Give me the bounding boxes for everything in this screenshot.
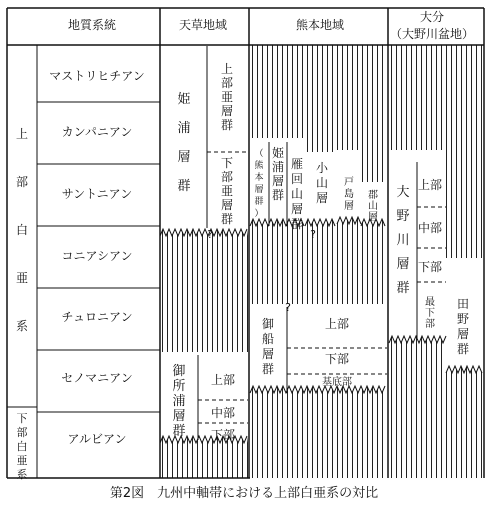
kumamoto-group-note-label-char: （ [254,149,264,159]
header-geology: 地質系統 [67,18,117,32]
goshoura-lower-label: 下部 [210,428,236,442]
kumiyama-label-char: 山 [368,201,378,212]
tojima-label-char: 島 [344,189,354,200]
stage-maastrichtian: マストリヒチアン [49,69,145,83]
question-mark-kumamoto-lower: ? [285,301,291,314]
tojima-label-char: 層 [344,201,354,212]
goshoura-group-label [172,364,185,439]
koyama-label [316,161,329,205]
tano-group-label-char: 層 [456,327,470,341]
gankaizan-label [291,157,303,231]
system-upper-label-char: 系 [15,319,29,333]
mifune-lower-label: 下部 [324,352,350,366]
onogawa-group-label-char: 大 [396,185,410,200]
mifune-group-label-char: 船 [261,332,275,346]
system-lower-label-char: 亜 [16,454,28,467]
kumamoto-group-note-label-char: ） [254,209,264,219]
himeura-lower-subgroup-label-char: 群 [220,212,234,226]
koyama-label-char: 山 [315,176,329,190]
oita-lowest-label-char: 最 [425,297,435,308]
amakusa-himeura-label-char: 群 [177,179,191,194]
tano-group-label-char: 群 [456,342,470,356]
onogawa-group-label-char: 川 [396,233,410,248]
tojima-label [344,176,354,212]
mifune-group-label-char: 御 [261,317,275,331]
goshoura-group-label-char: 所 [172,379,186,394]
stage-santonian: サントニアン [61,187,133,201]
himeura-lower-subgroup-label-char: 亜 [220,184,234,198]
kumamoto-hatch [253,45,383,478]
tano-group-label-char: 田 [456,297,470,311]
tojima-label-char: 戸 [344,177,354,188]
gankaizan-label-char: 回 [290,172,304,186]
kumiyama-label [368,189,378,223]
system-upper-label-char: 白 [15,223,29,237]
oita-lowest-label [425,296,435,330]
himeura-upper-subgroup-label-char: 部 [220,76,234,90]
oita-upper-label: 上部 [417,178,443,192]
goshoura-group-label-char: 群 [172,424,186,439]
himeura-upper-subgroup-label-char: 亜 [220,90,234,104]
system-upper-label-char: 上 [15,127,29,141]
oita-lower-label: 下部 [417,260,443,274]
goshoura-upper-label: 上部 [210,373,236,387]
gankaizan-label-char: 群 [290,217,304,231]
kumamoto-himeura-label-char: 浦 [271,160,285,174]
himeura-lower-subgroup-label [221,156,233,226]
kumamoto-himeura-label-char: 姫 [271,146,285,160]
stage-cenomanian: セノマニアン [61,371,133,385]
stage-albian: アルビアン [67,432,127,446]
oita-lowest-label-char: 部 [425,319,435,330]
stage-turonian: チュロニアン [61,310,133,324]
himeura-lower-subgroup-label-char: 部 [220,170,234,184]
gankaizan-label-char: 雁 [290,157,304,171]
system-upper-label [16,126,28,333]
amakusa-himeura-label-char: 浦 [177,121,191,136]
onogawa-group-label-char: 群 [396,281,410,296]
himeura-upper-subgroup-label-char: 群 [220,118,234,132]
system-lower-label-char: 系 [16,468,28,480]
mifune-basal-label: 基底部 [322,377,352,388]
header-oita: 大分 [419,10,445,24]
system-upper-label-char: 部 [15,175,29,189]
oita-middle-label: 中部 [417,221,443,235]
oita-lowest-label-char: 下 [425,308,435,319]
goshoura-group-label-char: 層 [172,409,186,424]
amakusa-himeura-label-char: 姫 [177,92,191,107]
header-oita-sub: （大野川盆地） [389,27,475,41]
mifune-group-label-char: 層 [261,347,275,361]
system-lower-label-char: 白 [16,440,28,453]
system-upper-label-char: 亜 [15,271,29,285]
kumiyama-label-char: 郡 [368,190,378,201]
header-amakusa: 天草地域 [178,18,228,32]
gankaizan-label-char: 山 [290,187,304,201]
tano-group-label [457,297,469,356]
header-kumamoto: 熊本地域 [295,18,345,32]
himeura-lower-subgroup-label-char: 層 [220,198,234,212]
himeura-upper-subgroup-label [221,61,233,132]
koyama-label-char: 層 [315,191,329,205]
mifune-group-label [262,317,274,376]
gankaizan-label-char: 層 [290,202,304,216]
goshoura-group-label-char: 御 [172,364,186,379]
kumamoto-group-note-label-char: 層 [254,185,264,195]
stage-coniacian: コニアシアン [61,249,133,263]
kumiyama-label-char: 層 [368,212,378,223]
kumamoto-himeura-label [272,146,284,202]
stage-campanian: カンパニアン [61,125,133,139]
system-lower-label-char: 下 [16,412,28,425]
kumamoto-himeura-label-char: 層 [271,174,285,188]
question-mark-amakusa: ? [207,228,213,241]
goshoura-group-label-char: 浦 [172,394,186,409]
himeura-upper-subgroup-label-char: 上 [220,62,234,76]
onogawa-group-label-char: 野 [396,209,410,224]
kumamoto-group-note-label-char: 本 [254,173,264,183]
kumamoto-group-note-label-char: 熊 [254,161,264,171]
kumamoto-himeura-label-char: 群 [271,188,285,202]
koyama-label-char: 小 [315,161,329,175]
onogawa-group-label-char: 層 [396,257,410,272]
himeura-lower-subgroup-label-char: 下 [220,156,234,170]
amakusa-himeura-label-char: 層 [177,150,191,165]
amakusa-himeura-area [160,46,248,228]
question-mark-kumamoto-upper: ? [310,228,316,241]
goshoura-middle-label: 中部 [210,406,236,420]
mifune-group-label-char: 群 [261,362,275,376]
mifune-upper-label: 上部 [324,317,350,331]
tano-group-label-char: 野 [456,312,470,326]
kumamoto-group-note-label-char: 群 [254,197,264,207]
figure-caption: 第2図 九州中軸帯における上部白亜系の対比 [109,486,379,501]
system-lower-label-char: 部 [16,426,28,439]
himeura-upper-subgroup-label-char: 層 [220,104,234,118]
system-lower-label [17,412,28,480]
